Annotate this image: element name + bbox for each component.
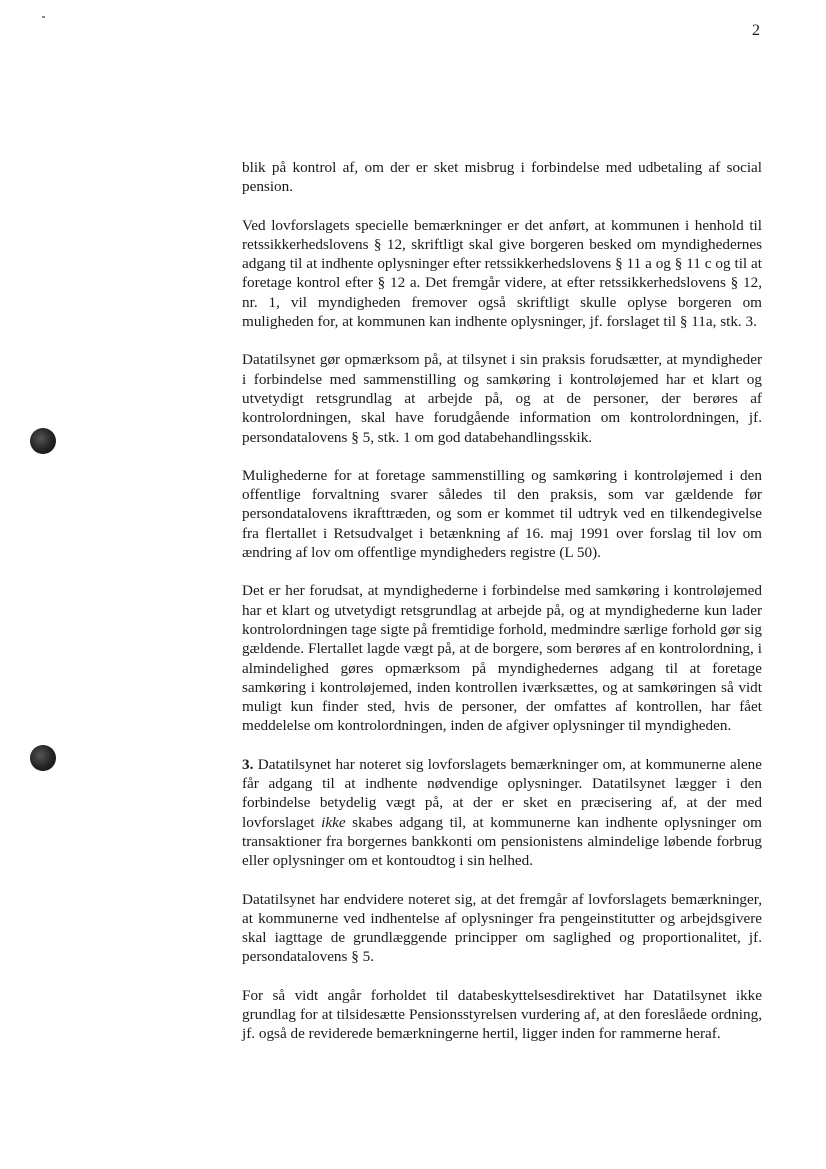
document-body [242,158,762,1063]
punch-hole-top [30,428,56,454]
paragraph-6-emphasis: ikke [321,813,346,831]
paragraph-2: Ved lovforslagets specielle bemærkninger er det anført, at kommunen i henhold til retssikkerhedslovens § 12, skriftligt skal give borgeren besked om myndighedernes adgang til at indhente oplysninger efter retssikkerhedslovens § 11 a og § 11 c og til at foretage kontrol efter § 12 a. Det fremgår videre, at efter retssikkerhedslovens § 12, nr. 1, vil myndigheden fremover også skriftligt skulle oplyse borgeren om muligheden for, at kommunen kan indhente oplysninger, jf. forslaget til § 11a, stk. 3. [242,216,762,331]
section-number: 3. [242,755,254,773]
paragraph-1: blik på kontrol af, om der er sket misbrug i forbindelse med udbetaling af social pension. [242,159,762,196]
paragraph-4: Mulighederne for at foretage sammenstilling og samkøring i kontroløjemed i den offentlige forvaltning svarer således til den praksis, som var gældende før persondatalovens ikrafttræden, og som er kommet til udtryk ved en tilkendegivelse fra flertallet i Retsudvalget i betænkning af 16. maj 1991 over forslag til lov om ændring af lov om offentlige myndigheders registre (L 50). [242,466,762,562]
scan-speck [42,16,45,18]
punch-hole-bottom [30,745,56,771]
paragraph-5: Det er her forudsat, at myndighederne i forbindelse med samkøring i kontroløjemed har et klart og utvetydigt retsgrundlag at arbejde på, og at myndighederne kun lader kontrolordningen tage sigte på fremtidige forhold, medmindre særlige forhold gør sig gældende. Flertallet lagde vægt på, at de borgere, som berøres af en kontrolordning, i almindelighed gøres opmærksom på myndighedernes adgang til at foretage samkøring i kontroløjemed, inden kontrollen iværksættes, og at samkøringen så vidt muligt kun finder sted, hvis de personer, der omfattes af kontrollen, har fået meddelelse om kontrolordningen, inden de afgiver oplysninger til myndigheden. [242,582,762,735]
paragraph-6-text-after: skabes adgang til, at kommunerne kan indhente oplysninger om transaktioner fra borgernes bankkonti om pensionistens almindelige løbende forbrug eller oplysninger om et kontoudtog i sin helhed. [242,813,762,870]
paragraph-7: Datatilsynet har endvidere noteret sig, at det fremgår af lovforslagets bemærkninger, at kommunerne ved indhentelse af oplysninger fra pengeinstitutter og arbejdsgivere skal iagttage de grundlæggende principper om saglighed og proportionalitet, jf. persondatalovens § 5. [242,890,762,966]
paragraph-8: For så vidt angår forholdet til databeskyttelsesdirektivet har Datatilsynet ikke grundlag for at tilsidesætte Pensionsstyrelsen vurdering af, at den foreslåede ordning, jf. også de reviderede bemærkningerne hertil, ligger inden for rammerne heraf. [242,986,762,1043]
paragraph-3: Datatilsynet gør opmærksom på, at tilsynet i sin praksis forudsætter, at myndigheder i forbindelse med sammenstilling og samkøring i kontroløjemed har et klart og utvetydigt retsgrundlag at arbejde på, og at de personer, der berøres af kontrolordningen, skal have forudgående information om kontrolordningen, jf. persondatalovens § 5, stk. 1 om god databehandlingsskik. [242,351,762,446]
page-number: 2 [752,22,760,39]
paragraph-6 [242,755,762,871]
paragraph-6-text-before: Datatilsynet har noteret sig lovforslagets bemærkninger om, at kommunerne alene får adgang til at indhente nødvendige oplysninger. Datatilsynet lægger i den forbindelse betydelig vægt på, at der er sket en præcisering af, at der med lovforslaget [242,755,762,831]
